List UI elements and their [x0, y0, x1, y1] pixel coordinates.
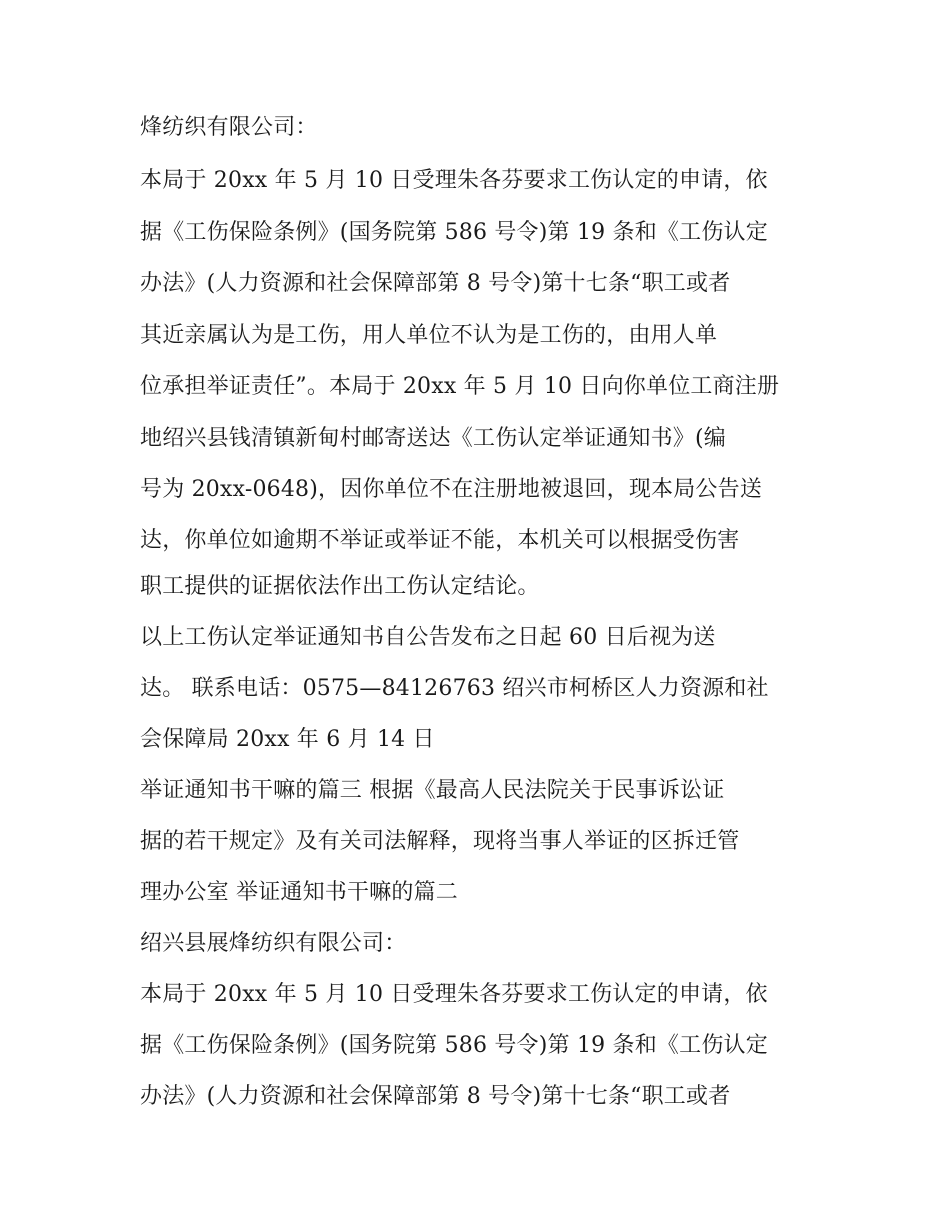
text-line: 以上工伤认定举证通知书自公告发布之日起 60 日后视为送 [140, 625, 716, 650]
text-line: 举证通知书干嘛的篇三 根据《最高人民法院关于民事诉讼证 [140, 778, 725, 803]
text-line: 号为 20xx-0648)，因你单位不在注册地被退回，现本局公告送 [140, 477, 763, 502]
text-line: 达。 联系电话：0575—84126763 绍兴市柯桥区人力资源和社 [140, 676, 769, 701]
text-line: 职工提供的证据依法作出工伤认定结论。 [140, 574, 540, 599]
text-line: 位承担举证责任”。本局于 20xx 年 5 月 10 日向你单位工商注册 [140, 374, 780, 399]
text-line: 其近亲属认为是工伤，用人单位不认为是工伤的，由用人单 [140, 323, 718, 348]
text-line: 理办公室 举证通知书干嘛的篇二 [140, 880, 458, 905]
text-line: 据的若干规定》及有关司法解释，现将当事人举证的区拆迁管 [140, 829, 740, 854]
text-line: 据《工伤保险条例》(国务院第 586 号令)第 19 条和《工伤认定 [140, 220, 768, 245]
text-line: 达，你单位如逾期不举证或举证不能，本机关可以根据受伤害 [140, 528, 740, 553]
text-line: 绍兴县展烽纺织有限公司： [140, 931, 407, 956]
text-line: 地绍兴县钱清镇新甸村邮寄送达《工伤认定举证通知书》(编 [140, 426, 726, 451]
text-line: 本局于 20xx 年 5 月 10 日受理朱各芬要求工伤认定的申请，依 [140, 168, 768, 193]
text-line: 会保障局 20xx 年 6 月 14 日 [140, 727, 435, 752]
text-line: 办法》(人力资源和社会保障部第 8 号令)第十七条“职工或者 [140, 271, 731, 296]
text-line: 烽纺织有限公司： [140, 115, 318, 140]
text-line: 本局于 20xx 年 5 月 10 日受理朱各芬要求工伤认定的申请，依 [140, 982, 768, 1007]
text-line: 据《工伤保险条例》(国务院第 586 号令)第 19 条和《工伤认定 [140, 1033, 768, 1058]
text-line: 办法》(人力资源和社会保障部第 8 号令)第十七条“职工或者 [140, 1084, 731, 1109]
